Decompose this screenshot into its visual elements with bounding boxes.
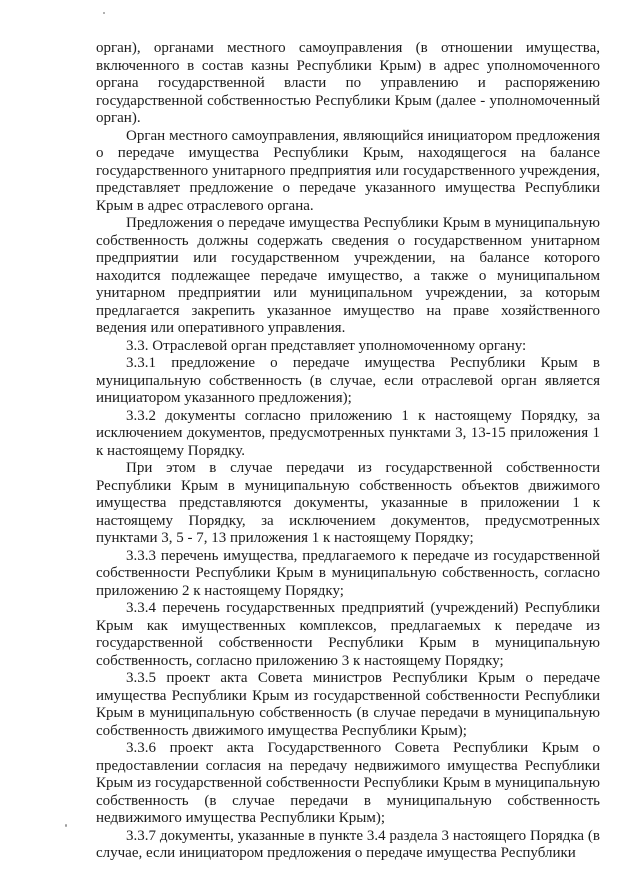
scan-speck: [103, 12, 105, 14]
paragraph-3-3-4: 3.3.4 перечень государственных предприятий (учреждений) Республики Крым как имущественных комплексов, предлагаемых к передаче из государственной собственности Республики Крым в муниципальную собственность, согласно приложению 3 к настоящему Порядку;: [96, 600, 600, 669]
scan-speck: [65, 824, 67, 827]
paragraph-1: орган), органами местного самоуправления (в отношении имущества, включенного в состав казны Республики Крым) в адрес уполномоченного органа государственной власти по управлению и распоряжению государственной собственностью Республики Крым (далее - уполномоченный орган).: [96, 40, 600, 126]
document-page: [96, 40, 600, 863]
paragraph-3-3-1: 3.3.1 предложение о передаче имущества Республики Крым в муниципальную собственность (в случае, если отраслевой орган является инициатором указанного предложения);: [96, 355, 600, 406]
paragraph-3-3-2: 3.3.2 документы согласно приложению 1 к настоящему Порядку, за исключением документов, предусмотренных пунктами 3, 13-15 приложения 1 к настоящему Порядку.: [96, 407, 600, 459]
paragraph-3-3-3: 3.3.3 перечень имущества, предлагаемого к передаче из государственной собственности Республики Крым в муниципальную собственность, согласно приложению 2 к настоящему Порядку;: [96, 547, 600, 599]
paragraph-2: Орган местного самоуправления, являющийся инициатором предложения о передаче имущества Республики Крым, находящегося на балансе государственного унитарного предприятия или государственного учреждения, представляет предложение о передаче указанного имущества Республики Крым в адрес отраслевого органа.: [96, 127, 600, 214]
paragraph-3: Предложения о передаче имущества Республики Крым в муниципальную собственность должны содержать сведения о государственном унитарном предприятии или государственном учреждении, на балансе которого находится подлежащее передаче имущество, а также о муниципальном унитарном предприятии или муниципальном учреждении, за которым предлагается закрепить указанное имущество на праве хозяйственного ведения или оперативного управления.: [96, 215, 600, 336]
paragraph-3-3-7: 3.3.7 документы, указанные в пункте 3.4 раздела 3 настоящего Порядка (в случае, если инициатором предложения о передаче имущества Республики: [96, 827, 600, 861]
paragraph-3-3: 3.3. Отраслевой орган представляет уполномоченному органу:: [126, 337, 527, 354]
paragraph-3-3-5: 3.3.5 проект акта Совета министров Республики Крым о передаче имущества Республики Крым из государственной собственности Республики Крым в муниципальную собственность (в случае передачи в муниципальную собственность движимого имущества Республики Крым);: [96, 670, 600, 739]
paragraph-3-3-6: 3.3.6 проект акта Государственного Совета Республики Крым о предоставлении согласия на передачу недвижимого имущества Республики Крым из государственной собственности Республики Крым в муниципальную собственность (в случае передачи в муниципальную собственность недвижимого имущества Республики Крым);: [96, 740, 600, 826]
paragraph-movable-property: При этом в случае передачи из государственной собственности Республики Крым в муниципальную собственность объектов движимого имущества представляются документы, указанные в приложении 1 к настоящему Порядку, за исключением документов, предусмотренных пунктами 3, 5 - 7, 13 приложения 1 к настоящему Порядку;: [96, 460, 600, 546]
